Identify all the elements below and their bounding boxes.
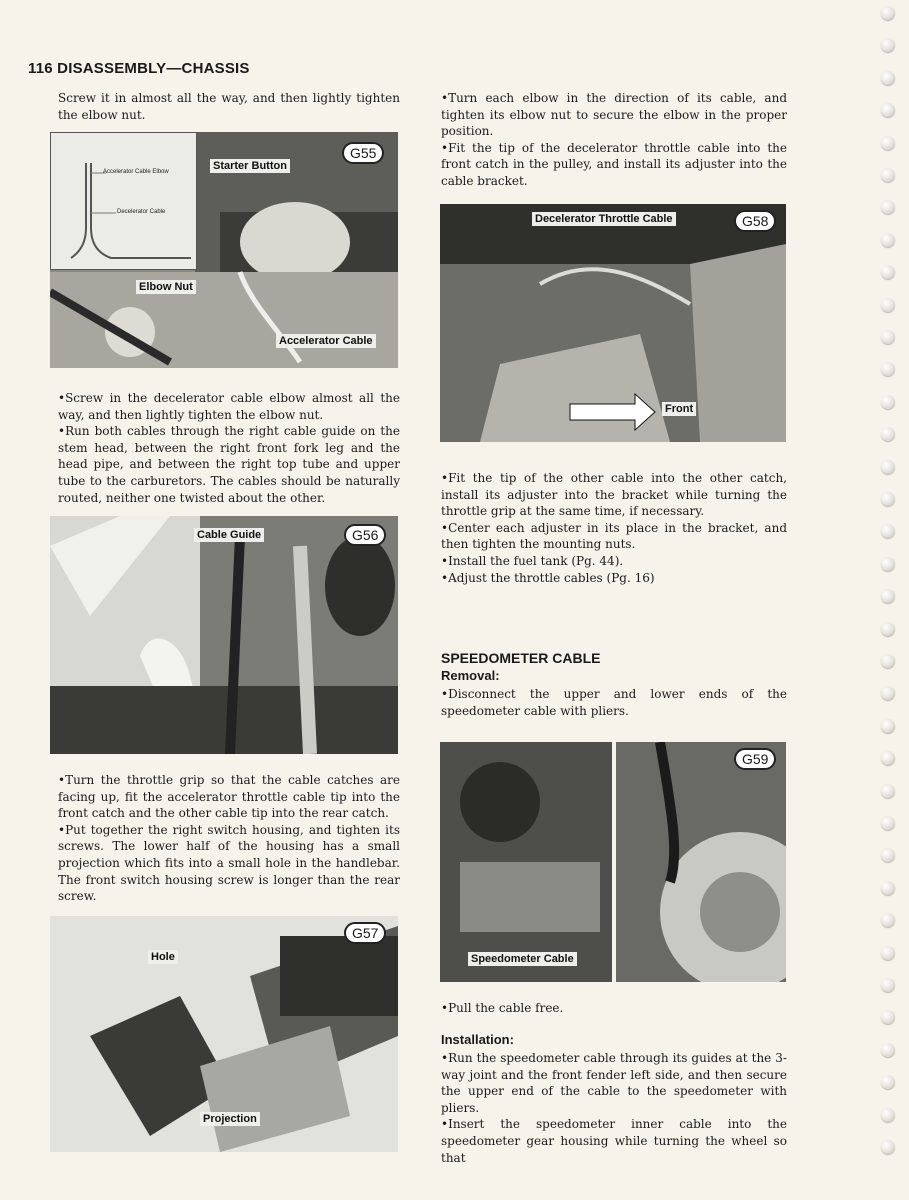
- binder-holes: [875, 0, 903, 1200]
- instruction-step: •Fit the tip of the decelerator throttle cable into the front catch in the pulley, and install its adjuster into the cable bracket.: [441, 140, 787, 188]
- binder-hole: [881, 719, 895, 733]
- instruction-step: •Insert the speedometer inner cable into the speedometer gear housing while turning the wheel so that: [441, 1117, 787, 1165]
- binder-hole: [881, 1075, 895, 1089]
- binder-hole: [881, 784, 895, 798]
- binder-hole: [881, 298, 895, 312]
- binder-hole: [881, 330, 895, 344]
- label-starter-button: Starter Button: [210, 159, 290, 173]
- figure-g57: [50, 916, 398, 1152]
- label-speedometer-cable: Speedometer Cable: [468, 952, 577, 966]
- intro-paragraph: [58, 90, 400, 123]
- section-title-speedometer-cable: SPEEDOMETER CABLE: [441, 650, 601, 666]
- instruction-step: •Pull the cable free.: [441, 1001, 564, 1015]
- figure-g58: [440, 204, 786, 442]
- label-cable-guide: Cable Guide: [194, 528, 264, 542]
- binder-hole: [881, 71, 895, 85]
- left-instructions-2: [58, 772, 400, 905]
- instruction-step: •Run both cables through the right cable guide on the stem head, between the right front fork leg and the head pipe, and between the right top tube and upper tube to the carburetors. The cables should be naturally routed, neither one twisted about the other.: [58, 424, 400, 505]
- instruction-step: •Center each adjuster in its place in the bracket, and then tighten the mounting nuts.: [441, 520, 787, 552]
- binder-hole: [881, 589, 895, 603]
- right-instructions-1: [441, 90, 787, 190]
- binder-hole: [881, 1010, 895, 1024]
- binder-hole: [881, 362, 895, 376]
- inset-label-decel: Decelerator Cable: [117, 209, 166, 215]
- binder-hole: [881, 427, 895, 441]
- intro-text: Screw it in almost all the way, and then lightly tighten the elbow nut.: [58, 91, 400, 122]
- binder-hole: [881, 395, 895, 409]
- instruction-step: •Adjust the throttle cables (Pg. 16): [441, 570, 655, 585]
- left-instructions-1: [58, 390, 400, 506]
- label-projection: Projection: [200, 1112, 260, 1126]
- instruction-step: •Turn the throttle grip so that the cable catches are facing up, fit the accelerator throttle cable tip into the front catch and the other cable tip into the rear catch.: [58, 773, 400, 821]
- page-title: 116 DISASSEMBLY—CHASSIS: [28, 60, 250, 77]
- figure-g59: [440, 742, 786, 982]
- binder-hole: [881, 103, 895, 117]
- instruction-step: •Disconnect the upper and lower ends of the speedometer cable with pliers.: [441, 687, 787, 718]
- binder-hole: [881, 913, 895, 927]
- binder-hole: [881, 978, 895, 992]
- removal-heading: Removal:: [441, 668, 500, 683]
- binder-hole: [881, 881, 895, 895]
- binder-hole: [881, 168, 895, 182]
- right-instructions-2: [441, 470, 787, 586]
- figure-g57-badge: G57: [344, 922, 386, 944]
- label-hole: Hole: [148, 950, 178, 964]
- instruction-step: •Run the speedometer cable through its guides at the 3-way joint and the front fender left side, and then secure the upper end of the cable to the speedometer with pliers.: [441, 1051, 787, 1115]
- figure-g59-badge: G59: [734, 748, 776, 770]
- figure-g59-image: [440, 742, 786, 982]
- removal-instructions: [441, 686, 787, 719]
- binder-hole: [881, 751, 895, 765]
- binder-hole: [881, 1043, 895, 1057]
- binder-hole: [881, 816, 895, 830]
- binder-hole: [881, 233, 895, 247]
- binder-hole: [881, 492, 895, 506]
- binder-hole: [881, 622, 895, 636]
- figure-g56: [50, 516, 398, 754]
- binder-hole: [881, 200, 895, 214]
- instruction-step: •Fit the tip of the other cable into the other catch, install its adjuster into the bracket while turning the throttle grip at the same time, if necessary.: [441, 471, 787, 519]
- binder-hole: [881, 557, 895, 571]
- figure-g58-image: [440, 204, 786, 442]
- binder-hole: [881, 1140, 895, 1154]
- instruction-step: •Turn each elbow in the direction of its cable, and tighten its elbow nut to secure the elbow in the proper position.: [441, 91, 787, 139]
- figure-g55-inset: [50, 132, 197, 270]
- binder-hole: [881, 136, 895, 150]
- figure-g58-badge: G58: [734, 210, 776, 232]
- binder-hole: [881, 6, 895, 20]
- cable-diagram: [51, 133, 196, 269]
- binder-hole: [881, 460, 895, 474]
- figure-g56-image: [50, 516, 398, 754]
- figure-g55: [50, 132, 398, 368]
- figure-g56-badge: G56: [344, 524, 386, 546]
- instruction-step: •Install the fuel tank (Pg. 44).: [441, 553, 624, 568]
- binder-hole: [881, 686, 895, 700]
- binder-hole: [881, 1108, 895, 1122]
- installation-heading: Installation:: [441, 1032, 514, 1047]
- binder-hole: [881, 265, 895, 279]
- binder-hole: [881, 524, 895, 538]
- binder-hole: [881, 654, 895, 668]
- instruction-step: •Screw in the decelerator cable elbow almost all the way, and then lightly tighten the elbow nut.: [58, 391, 400, 422]
- installation-instructions: [441, 1050, 787, 1166]
- label-decelerator-throttle-cable: Decelerator Throttle Cable: [532, 212, 676, 226]
- instruction-step: •Put together the right switch housing, and tighten its screws. The lower half of the housing has a small projection which fits into a small hole in the handlebar. The front switch housing screw is longer than the rear screw.: [58, 822, 400, 904]
- pull-instruction: [441, 1000, 787, 1017]
- label-front: Front: [662, 402, 696, 416]
- binder-hole: [881, 946, 895, 960]
- inset-label-elbow: Accelerator Cable Elbow: [103, 169, 169, 175]
- binder-hole: [881, 848, 895, 862]
- label-elbow-nut: Elbow Nut: [136, 280, 196, 294]
- binder-hole: [881, 38, 895, 52]
- figure-g55-badge: G55: [342, 142, 384, 164]
- label-accelerator-cable: Accelerator Cable: [276, 334, 376, 348]
